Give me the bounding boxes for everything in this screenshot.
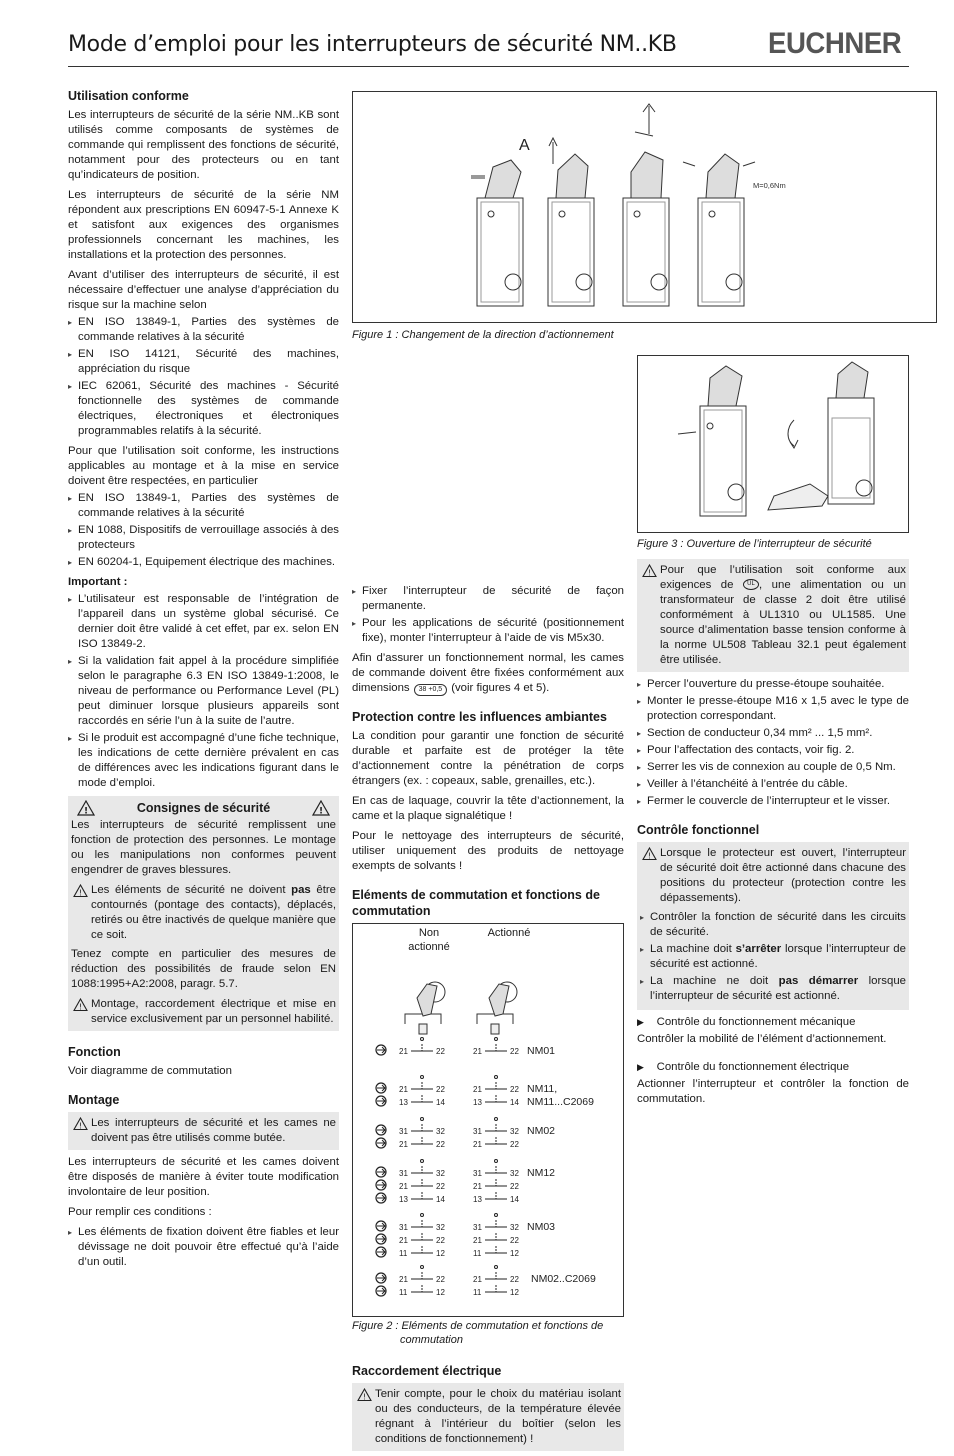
euchner-logo: EUCHNER (768, 27, 902, 60)
contact-non-actuated-terminal-right: 12 (436, 1249, 445, 1258)
arrow-icon (377, 1140, 385, 1146)
contact-actuated-terminal-left: 13 (473, 1098, 482, 1107)
list-item: ▸ Fermer le couvercle de l’interrupteur et le visser. (637, 794, 909, 809)
list-item: ▸ Si le produit est accompagné d’une fiche technique, les indications de cette dernière prévalent en cas de différences avec les indications figurant dans le mode d’emploi. (68, 731, 339, 791)
list-item: ▸ Monter le presse-étoupe M16 x 1,5 avec le type de protection correspondant. (637, 694, 909, 724)
column-non-actionne: Non actionné (408, 927, 450, 953)
list-item: ▸ IEC 62061, Sécurité des machines - Sécurité fonctionnelle des systèmes de commande électriques, électroniques et électroniques programmables relatifs à la sécurité. (68, 379, 339, 439)
head-non-actuated-lever (417, 984, 437, 1016)
instructions-list (68, 491, 339, 570)
contact-actuated-terminal-left: 21 (473, 1047, 482, 1056)
svg-text:!: ! (647, 568, 652, 577)
controle-list (640, 910, 906, 1004)
contact-non-actuated-terminal-left: 21 (399, 1085, 408, 1094)
contact-non-actuated-terminal-left: 21 (399, 1236, 408, 1245)
contact-non-actuated-terminal-left: 13 (399, 1195, 408, 1204)
contact-non-actuated-terminal-right: 22 (436, 1085, 445, 1094)
contact-actuated-terminal-right: 14 (510, 1098, 519, 1107)
contact-non-actuated-terminal-right: 14 (436, 1098, 445, 1107)
list-item: ▸ L’utilisateur est responsable de l’intégration de l’appareil dans un système global sécurisé. Ce dernier doit être validé à cet effet, par ex. selon EN ISO 13849-2. (68, 592, 339, 652)
contact-actuated-terminal-right: 22 (510, 1275, 519, 1284)
paragraph: Pour que l’utilisation soit conforme, les instructions applicables au montage et à la mise en service doivent être respectées, en particulier (68, 445, 339, 487)
svg-text:!: ! (78, 888, 83, 897)
section-elements-title: Eléments de commutation et fonctions de commutation (352, 888, 600, 918)
section-raccordement-title: Raccordement électrique (352, 1364, 502, 1378)
paragraph: Pour le nettoyage des interrupteurs de sécurité, utiliser uniquement des produits de nettoyage exempts de solvants ! (352, 830, 624, 872)
warning-icon (642, 847, 657, 860)
paragraph: Pour remplir ces conditions : (68, 1206, 212, 1218)
meca-check-heading: ▶ Contrôle du fonctionnement mécanique (637, 1016, 856, 1028)
paragraph: Afin d’assurer un fonctionnement normal, les cames de commande doivent être fixées conformément aux dimensions 38 +0,5 (voir figures 4 et 5). (352, 652, 624, 694)
contact-actuated-terminal-right: 12 (510, 1288, 519, 1297)
svg-text:!: ! (78, 1121, 83, 1130)
montage-warning-box: ! Les interrupteurs de sécurité et les cames ne doivent pas être utilisés comme butée. (68, 1112, 339, 1150)
contact-actuated-terminal-left: 11 (473, 1288, 482, 1297)
contact-non-actuated-terminal-right: 22 (436, 1182, 445, 1191)
contact-non-actuated-terminal-right: 14 (436, 1195, 445, 1204)
raccordement-warning-box: ! Tenir compte, pour le choix du matériau isolant ou des conducteurs, de la température élevée régnant à l’intérieur du boîtier (selon les conditions de fonctionnement) ! (352, 1383, 624, 1451)
contact-actuated-terminal-right: 32 (510, 1169, 519, 1178)
contact-non-actuated-terminal-left: 11 (399, 1249, 408, 1258)
header-rule (68, 66, 909, 67)
contact-link-dot (421, 1266, 424, 1269)
contact-actuated-terminal-left: 31 (473, 1223, 482, 1232)
contact-link-dot (495, 1118, 498, 1121)
contact-actuated-terminal-right: 14 (510, 1195, 519, 1204)
figure-1-drawing (353, 92, 936, 322)
paragraph: Tenez compte en particulier des mesures de réduction des possibilités de fraude selon EN 1088:1995+A2:2008, paragr. 5.7. (71, 948, 336, 990)
svg-text:!: ! (78, 1002, 83, 1011)
contact-link-dot (421, 1214, 424, 1217)
fixing-list (352, 584, 624, 646)
paragraph: Les interrupteurs de sécurité de la série NM..KB sont utilisés comme composants de systèmes de commande qui remplissent des fonctions de sécurité, notamment pour des protecteurs ou en tant qu’indicateurs de position. (68, 109, 339, 181)
paragraph: Avant d’utiliser des interrupteurs de sécurité, il est nécessaire d’effectuer une analyse d’appréciation du risque sur la machine selon (68, 269, 339, 311)
paragraph: Les interrupteurs de sécurité et les cames doivent être disposés de manière à éviter toute modification involontaire de leur position. (68, 1156, 339, 1198)
list-item: ▸ Contrôler la fonction de sécurité dans les circuits de sécurité. (640, 910, 906, 940)
arrow-icon (377, 1236, 385, 1242)
safety-header (71, 798, 336, 818)
figure-1-torque-label: M=0,6Nm (753, 181, 786, 190)
head-actuated-lever (489, 984, 509, 1016)
montage-list (68, 1225, 339, 1270)
ul-warning-box: ! Pour que l’utilisation soit conforme aux exigences de UL , une alimentation ou un transformateur de classe 2 doit être utilisé conformément à UL1310 ou UL1585. Une source d’alimentation basse tension conforme à la norme UL508 Tableau 32.1 peut également être utilisée. (637, 559, 909, 672)
paragraph: En cas de laquage, couvrir la tête d’actionnement, la came et la plaque signalétique ! (352, 795, 624, 822)
contact-actuated-terminal-left: 13 (473, 1195, 482, 1204)
list-item: ▸ Section de conducteur 0,34 mm² ... 1,5 mm². (637, 726, 909, 741)
warning-icon (73, 884, 88, 897)
important-label: Important : (68, 576, 128, 588)
contact-actuated-terminal-right: 22 (510, 1047, 519, 1056)
contact-non-actuated-terminal-left: 21 (399, 1140, 408, 1149)
arrow-icon (377, 1288, 385, 1294)
figure-2-diagram (353, 924, 623, 1316)
contact-actuated-terminal-left: 31 (473, 1127, 482, 1136)
contact-non-actuated-terminal-right: 32 (436, 1223, 445, 1232)
arrow-icon (377, 1098, 385, 1104)
list-item: ▸ Pour les applications de sécurité (positionnement fixe), monter l’interrupteur à l’aide de vis M5x30. (352, 616, 624, 646)
svg-text:!: ! (318, 806, 324, 816)
safety-warning: ! Les éléments de sécurité ne doivent pas être contournés (pontage des contacts), déplacés, retirés ou être inactivés de quelque manière que ce soit. (71, 883, 336, 943)
paragraph: Contrôler la mobilité de l’élément d’actionnement. (637, 1033, 887, 1045)
switch-model-label: NM12 (527, 1167, 556, 1179)
arrow-icon (377, 1047, 385, 1053)
dimension-badge: 38 +0,5 (414, 684, 448, 696)
switch-model-label: NM03 (527, 1221, 556, 1233)
contact-actuated-terminal-right: 22 (510, 1140, 519, 1149)
contact-non-actuated-terminal-right: 12 (436, 1288, 445, 1297)
figure-3-drawing (638, 356, 908, 532)
figure-3 (637, 355, 909, 533)
column-right (637, 355, 909, 1112)
safety-box (68, 796, 339, 1031)
contact-link-dot (421, 1038, 424, 1041)
section-fonction-title: Fonction (68, 1045, 121, 1059)
arrow-icon (377, 1249, 385, 1255)
contact-actuated-terminal-left: 11 (473, 1249, 482, 1258)
list-item: ▸ Serrer les vis de connexion au couple de 0,5 Nm. (637, 760, 909, 775)
list-item: ▸ Si la validation fait appel à la procédure simplifiée selon le paragraphe 6.3 EN ISO 13849-1:2008, le niveau de performance ou Performance Level (PL) peut diminuer lorsque plusieurs appareils sont raccordés en série l’un à la suite de l’autre. (68, 654, 339, 729)
contact-actuated-terminal-left: 21 (473, 1182, 482, 1191)
contact-actuated-terminal-right: 22 (510, 1085, 519, 1094)
contact-actuated-terminal-right: 32 (510, 1127, 519, 1136)
figure-1-label-a: A (519, 137, 530, 154)
safety-title: Consignes de sécurité (136, 800, 271, 815)
contact-link-dot (421, 1076, 424, 1079)
installation-list (637, 677, 909, 809)
contact-non-actuated-terminal-right: 22 (436, 1236, 445, 1245)
contact-actuated-terminal-right: 32 (510, 1223, 519, 1232)
contact-actuated-terminal-right: 12 (510, 1249, 519, 1258)
head-non-actuated-plunger (419, 1024, 427, 1034)
list-item: ▸ La machine ne doit pas démarrer lorsque l’interrupteur de sécurité est actionné. (640, 974, 906, 1004)
figure-1-caption: Figure 1 : Changement de la direction d’actionnement (352, 329, 614, 341)
paragraph: La condition pour garantir une fonction de sécurité durable et parfaite est de protéger la tête d’actionnement contre la pénétration de corps étrangers (ex. : copeaux, sable, grenailles, etc.). (352, 730, 624, 787)
important-list (68, 592, 339, 791)
switch-model-label: NM11, (527, 1083, 558, 1095)
arrow-icon (377, 1223, 385, 1229)
list-item: ▸ Veiller à l’étanchéité à l’entrée du câble. (637, 777, 909, 792)
paragraph: Voir diagramme de commutation (68, 1065, 232, 1077)
list-item: ▸ Percer l’ouverture du presse-étoupe souhaitée. (637, 677, 909, 692)
contact-non-actuated-terminal-right: 32 (436, 1169, 445, 1178)
arrow-icon (377, 1085, 385, 1091)
warning-icon (77, 800, 95, 816)
contact-link-dot (495, 1038, 498, 1041)
list-item: ▸ La machine doit s’arrêter lorsque l’interrupteur de sécurité est actionné. (640, 942, 906, 972)
section-controle-title: Contrôle fonctionnel (637, 823, 760, 837)
list-item: ▸ Fixer l’interrupteur de sécurité de façon permanente. (352, 584, 624, 614)
figure-3-caption: Figure 3 : Ouverture de l’interrupteur de sécurité (637, 538, 872, 550)
section-montage-title: Montage (68, 1093, 120, 1107)
contact-actuated-terminal-right: 22 (510, 1182, 519, 1191)
contact-non-actuated-terminal-left: 21 (399, 1182, 408, 1191)
contact-link-dot (421, 1160, 424, 1163)
list-item: ▸ EN ISO 14121, Sécurité des machines, appréciation du risque (68, 347, 339, 377)
ul-certification-icon: UL (743, 579, 759, 590)
contact-link-dot (495, 1076, 498, 1079)
switch-model-label: NM11...C2069 (527, 1096, 594, 1108)
switch-model-label: NM01 (527, 1045, 556, 1057)
list-item: ▸ EN 1088, Dispositifs de verrouillage associés à des protecteurs (68, 523, 339, 553)
page-title: Mode d’emploi pour les interrupteurs de sécurité NM..KB (68, 32, 677, 57)
controle-box: ! Lorsque le protecteur est ouvert, l’interrupteur de sécurité doit être actionné dans chacune des positions du protecteur (protection contre les dépassements). ▸ Contrôler la fonction de sécurité dans les circuits de sécurité. ▸ La machine doit s’arrêter lorsque l’interrupteur de sécurité est actionné. ▸ La machine ne doit pas démarrer lorsque l’interrupteur de sécurité est actionné. (637, 842, 909, 1010)
warning-icon (642, 564, 657, 577)
contact-actuated-terminal-left: 31 (473, 1169, 482, 1178)
list-item: ▸ EN ISO 13849-1, Parties des systèmes de commande relatives à la sécurité (68, 315, 339, 345)
paragraph: Les interrupteurs de sécurité remplissent une fonction de protection des personnes. Le montage ou les manipulations non conformes peuvent engendrer de graves blessures. (71, 819, 336, 876)
figure-1 (352, 91, 937, 323)
contact-non-actuated-terminal-left: 21 (399, 1047, 408, 1056)
contact-link-dot (495, 1214, 498, 1217)
arrow-icon (377, 1127, 385, 1133)
list-item: ▸ Pour l’affectation des contacts, voir fig. 2. (637, 743, 909, 758)
list-item: ▸ EN ISO 13849-1, Parties des systèmes de commande relatives à la sécurité (68, 491, 339, 521)
column-left (68, 88, 339, 1275)
contact-non-actuated-terminal-left: 31 (399, 1127, 408, 1136)
contact-non-actuated-terminal-left: 13 (399, 1098, 408, 1107)
contact-actuated-terminal-left: 21 (473, 1275, 482, 1284)
elec-check-heading: ▶ Contrôle du fonctionnement électrique (637, 1061, 850, 1073)
arrow-icon (377, 1275, 385, 1281)
warning-icon (73, 1117, 88, 1130)
paragraph: Les interrupteurs de sécurité de la série NM répondent aux prescriptions EN 60947-5-1 Annexe K et satisfont aux exigences des organismes professionnels concernant les machines, les installations et la protection des personnes. (68, 189, 339, 261)
contact-actuated-terminal-left: 21 (473, 1085, 482, 1094)
arrow-icon (377, 1182, 385, 1188)
figure-2 (352, 923, 624, 1317)
contact-non-actuated-terminal-right: 32 (436, 1127, 445, 1136)
warning-icon (312, 800, 330, 816)
contact-non-actuated-terminal-left: 11 (399, 1288, 408, 1297)
contact-non-actuated-terminal-left: 31 (399, 1223, 408, 1232)
contact-non-actuated-terminal-right: 22 (436, 1140, 445, 1149)
contact-non-actuated-terminal-left: 21 (399, 1275, 408, 1284)
svg-text:!: ! (647, 851, 652, 860)
arrow-icon (377, 1169, 385, 1175)
section-protection-title: Protection contre les influences ambiantes (352, 710, 607, 724)
head-actuated-plunger (491, 1024, 499, 1034)
column-actionne: Actionné (487, 927, 531, 939)
contact-non-actuated-terminal-right: 22 (436, 1047, 445, 1056)
switch-model-label: NM02 (527, 1125, 556, 1137)
section-utilisation-title: Utilisation conforme (68, 89, 189, 103)
svg-text:!: ! (83, 806, 89, 816)
paragraph: Actionner l’interrupteur et contrôler la fonction de commutation. (637, 1078, 909, 1105)
arrow-icon (377, 1195, 385, 1201)
contact-non-actuated-terminal-left: 31 (399, 1169, 408, 1178)
list-item: ▸ EN 60204-1, Equipement électrique des machines. (68, 555, 339, 570)
contact-link-dot (495, 1160, 498, 1163)
contact-link-dot (421, 1118, 424, 1121)
figure-2-caption: Figure 2 : Eléments de commutation et fonctions de commutation (352, 1320, 604, 1346)
contact-non-actuated-terminal-right: 22 (436, 1275, 445, 1284)
contact-actuated-terminal-right: 22 (510, 1236, 519, 1245)
contact-actuated-terminal-left: 21 (473, 1236, 482, 1245)
safety-warning: ! Montage, raccordement électrique et mise en service exclusivement par un personnel habilité. (71, 997, 336, 1027)
list-item: ▸ Les éléments de fixation doivent être fiables et leur dévissage ne doit pouvoir être effectué qu’à l’aide d’un outil. (68, 1225, 339, 1270)
warning-icon (357, 1388, 372, 1401)
switch-model-label: NM02..C2069 (531, 1273, 596, 1285)
risk-standards-list (68, 315, 339, 439)
svg-text:!: ! (362, 1392, 367, 1401)
warning-icon (73, 998, 88, 1011)
contact-actuated-terminal-left: 21 (473, 1140, 482, 1149)
contact-link-dot (495, 1266, 498, 1269)
